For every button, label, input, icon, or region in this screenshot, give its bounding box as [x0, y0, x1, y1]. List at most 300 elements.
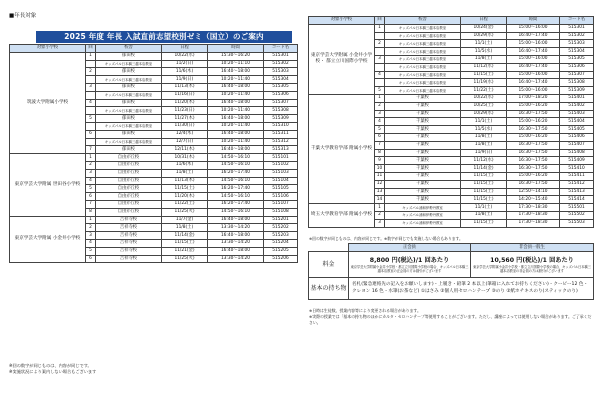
- session-date: 11/5(水): [461, 48, 507, 56]
- session-number: 1: [86, 154, 96, 162]
- session-time: 16:30〜17:50: [507, 149, 560, 157]
- session-time: 14:50〜16:10: [208, 193, 264, 201]
- session-number: 1: [86, 216, 96, 224]
- course-code: 515302: [560, 32, 594, 40]
- session-time: 10:20〜11:40: [208, 76, 264, 84]
- session-date: 11/30(日): [162, 122, 208, 130]
- session-date: 11/22(土): [162, 200, 208, 208]
- session-time: 13:30〜14:20: [208, 239, 264, 247]
- session-date: 12/7(日): [162, 138, 208, 146]
- course-code: 515310: [264, 122, 298, 130]
- course-code: 515204: [264, 239, 298, 247]
- session-time: 16:40〜18:00: [208, 216, 264, 224]
- session-time: 17:00〜18:20: [507, 94, 560, 102]
- left-schedule-table: [9, 44, 298, 263]
- session-number: 11: [375, 172, 385, 180]
- col-code: コード名: [264, 45, 298, 53]
- session-time: 13:30〜14:20: [208, 255, 264, 263]
- session-date: 11/20(木): [162, 193, 208, 201]
- session-time: 16:40〜18:00: [208, 99, 264, 107]
- session-time: 15:00〜16:20: [507, 118, 560, 126]
- session-number: 7: [86, 146, 96, 154]
- left-note-2: ※実施状況により案内しない場合もございます: [9, 369, 97, 374]
- session-time: 10:20〜11:40: [208, 122, 264, 130]
- session-number: 4: [86, 239, 96, 247]
- nonmember-column-header: 非会員一般生: [471, 244, 594, 252]
- venue-name: 千葉校: [385, 157, 461, 165]
- session-date: 11/15(土): [461, 196, 507, 204]
- session-date: 11/14(金): [162, 232, 208, 240]
- venue-name: 自由が丘校: [96, 169, 162, 177]
- course-code: 515307: [560, 71, 594, 79]
- session-date: 11/12(水): [461, 157, 507, 165]
- session-time: 15:00〜16:20: [507, 102, 560, 110]
- col-venue: 校舎: [385, 17, 461, 25]
- session-number: [86, 76, 96, 84]
- venue-name: キッズパル日本橋三越本店教室: [385, 24, 461, 32]
- session-time: 17:30〜18:30: [507, 204, 560, 212]
- schedule-row: [309, 24, 594, 32]
- session-time: 14:20〜15:40: [507, 196, 560, 204]
- course-code: 515102: [264, 161, 298, 169]
- session-number: 2: [375, 40, 385, 48]
- session-date: 11/14(金): [461, 165, 507, 173]
- venue-name: 千葉校: [385, 118, 461, 126]
- nonmember-fee-cell: [471, 252, 594, 278]
- session-time: 16:40〜18:00: [208, 115, 264, 123]
- course-code: 515405: [560, 126, 594, 134]
- info-table: [308, 243, 594, 300]
- right-header-row: [309, 17, 594, 25]
- session-date: 11/8(土): [461, 141, 507, 149]
- session-time: 10:20〜11:40: [208, 107, 264, 115]
- session-time: 14:50〜16:10: [208, 208, 264, 216]
- session-number: [375, 32, 385, 40]
- col-time: 時間: [507, 17, 560, 25]
- session-date: 11/9(日): [162, 76, 208, 84]
- venue-name: 郁田校: [96, 99, 162, 107]
- fee-label: 料金: [309, 252, 349, 278]
- course-code: 515414: [560, 196, 594, 204]
- session-date: 11/13(木): [162, 177, 208, 185]
- session-time: 15:30〜16:20: [208, 52, 264, 60]
- course-code: 515205: [264, 247, 298, 255]
- session-time: 12:50〜14:10: [507, 188, 560, 196]
- info-notes: [309, 308, 593, 326]
- col-school: 対象小学校: [309, 17, 375, 25]
- session-number: 2: [375, 102, 385, 110]
- session-time: 16:30〜17:50: [507, 110, 560, 118]
- course-code: 515309: [560, 87, 594, 95]
- info-header-row: [309, 244, 594, 252]
- session-time: 16:40〜18:00: [208, 232, 264, 240]
- session-time: 16:40〜18:00: [208, 68, 264, 76]
- session-number: 5: [375, 126, 385, 134]
- session-time: 16:40〜17:40: [507, 79, 560, 87]
- course-code: 515107: [264, 200, 298, 208]
- session-number: 14: [375, 196, 385, 204]
- right-note: ※回の数字が同じものは、内容が同じです。※数字が同じでも実施しない場合もあります。: [309, 236, 463, 241]
- session-number: 2: [86, 224, 96, 232]
- session-number: [375, 48, 385, 56]
- session-number: 3: [86, 232, 96, 240]
- venue-name: キッズパル日本橋三越本店教室: [385, 71, 461, 79]
- school-name: 筑波大学附属小学校: [10, 52, 86, 153]
- col-time: 時間: [208, 45, 264, 53]
- course-code: 515308: [264, 107, 298, 115]
- course-code: 515303: [264, 68, 298, 76]
- col-date: 日程: [461, 17, 507, 25]
- venue-name: キッズパル日本橋三越本店教室: [385, 63, 461, 71]
- venue-name: 千葉校: [385, 196, 461, 204]
- session-number: 6: [86, 255, 96, 263]
- venue-name: キッズパル日本橋三越本店教室: [385, 48, 461, 56]
- session-date: 11/12(水): [461, 63, 507, 71]
- col-sec: 回: [86, 45, 96, 53]
- course-code: 515311: [264, 130, 298, 138]
- session-date: 11/8(土): [461, 55, 507, 63]
- session-date: 11/19(水): [461, 79, 507, 87]
- session-time: 10:20〜11:40: [208, 91, 264, 99]
- session-time: 15:00〜16:00: [507, 24, 560, 32]
- session-number: 13: [375, 188, 385, 196]
- school-name: 埼玉大学教育学部 附属小学校: [309, 204, 375, 227]
- session-date: 11/15(土): [461, 188, 507, 196]
- session-time: 15:00〜16:00: [507, 71, 560, 79]
- session-number: 5: [86, 115, 96, 123]
- fee-row: [309, 252, 594, 278]
- venue-name: 千葉校: [385, 102, 461, 110]
- session-time: 15:00〜16:20: [507, 172, 560, 180]
- items-text: 名札(緊急連絡先の記入をお願いします)・上履き・鉛筆 2 本以上(筆箱に入れてお持ちください)・クーピー12 色・クレヨン 16 色・水筆(お茶など) ①はさみ ②個人用セロハンテープ ③のり ②紙ホチキスのり(スティックのり): [349, 278, 594, 300]
- venue-name: 自由が丘校: [96, 193, 162, 201]
- session-date: 11/2(日): [162, 60, 208, 68]
- course-code: 515202: [264, 224, 298, 232]
- session-time: 13:30〜14:20: [208, 224, 264, 232]
- session-number: [86, 122, 96, 130]
- session-number: [86, 91, 96, 99]
- session-date: 11/5(水): [461, 126, 507, 134]
- session-date: 11/1(土): [461, 118, 507, 126]
- col-school: 対象小学校: [10, 45, 86, 53]
- session-date: 11/7(金): [162, 216, 208, 224]
- items-row: [309, 278, 594, 300]
- venue-name: 自由が丘校: [96, 177, 162, 185]
- course-code: 515407: [560, 141, 594, 149]
- session-number: 5: [375, 87, 385, 95]
- session-date: 11/15(土): [461, 219, 507, 227]
- session-number: 5: [86, 185, 96, 193]
- course-code: 515501: [560, 204, 594, 212]
- session-number: 10: [375, 165, 385, 173]
- session-number: 9: [375, 157, 385, 165]
- venue-name: 千葉校: [385, 126, 461, 134]
- session-time: 16:30〜17:50: [507, 141, 560, 149]
- course-code: 515413: [560, 188, 594, 196]
- nonmember-price: 10,560 円(税込)/1 回あたり: [490, 256, 574, 264]
- venue-name: キッズパル日本橋三越本店教室: [96, 91, 162, 99]
- session-time: 15:00〜16:20: [507, 133, 560, 141]
- session-time: 16:40〜17:40: [507, 63, 560, 71]
- member-note: 東京学芸大学附属小金井小学校・都立立川国際小学校の場合、キッズパル日本橋三越本店教室の正会員の方は割引がございます: [350, 264, 469, 273]
- course-code: 515308: [560, 79, 594, 87]
- session-number: 3: [86, 83, 96, 91]
- session-date: 11/23(日): [162, 107, 208, 115]
- course-code: 515503: [560, 219, 594, 227]
- left-note-1: ※回の数字が同じものは、内容が同じです。: [9, 363, 92, 368]
- session-date: 11/15(土): [461, 180, 507, 188]
- session-time: 16:40〜18:00: [208, 130, 264, 138]
- course-code: 515105: [264, 185, 298, 193]
- schedule-row: [10, 52, 298, 60]
- session-date: 11/9(日): [461, 149, 507, 157]
- session-number: 5: [86, 247, 96, 255]
- session-number: 4: [375, 118, 385, 126]
- course-code: 515104: [264, 177, 298, 185]
- col-venue: 校舎: [96, 45, 162, 53]
- venue-name: キッズパル日本橋三越本店教室: [385, 79, 461, 87]
- venue-name: 郁田校: [96, 146, 162, 154]
- course-code: 515411: [560, 172, 594, 180]
- course-code: 515303: [560, 40, 594, 48]
- session-time: 17:30〜18:30: [507, 219, 560, 227]
- session-time: 16:30〜17:50: [507, 180, 560, 188]
- schedule-row: [10, 216, 298, 224]
- session-number: 7: [86, 200, 96, 208]
- session-number: 12: [375, 180, 385, 188]
- course-code: 515305: [264, 83, 298, 91]
- course-code: 515108: [264, 208, 298, 216]
- venue-name: 郁田校: [96, 130, 162, 138]
- session-number: 1: [86, 52, 96, 60]
- course-code: 515403: [560, 110, 594, 118]
- items-label: 基本の持ち物: [309, 278, 349, 300]
- venue-name: 自由が丘校: [96, 200, 162, 208]
- session-time: 16:40〜18:00: [208, 146, 264, 154]
- school-name: 東京学芸大学附属 小金井小学校: [10, 216, 86, 263]
- session-date: 11/8(土): [162, 169, 208, 177]
- session-date: 11/8(土): [162, 224, 208, 232]
- venue-name: 千葉校: [385, 165, 461, 173]
- venue-name: 千葉校: [385, 149, 461, 157]
- session-number: 6: [86, 130, 96, 138]
- venue-name: 吉祥寺校: [96, 239, 162, 247]
- school-name: 千葉大学教育学部 附属小学校: [309, 94, 375, 203]
- venue-name: キッズパル日本橋三越本店教室: [385, 32, 461, 40]
- venue-name: キッズパル日本橋三越本店教室: [385, 55, 461, 63]
- venue-name: キッズパル浦和伊勢丹教室: [385, 219, 461, 227]
- session-time: 16:40〜18:00: [208, 83, 264, 91]
- venue-name: 自由が丘校: [96, 154, 162, 162]
- session-number: 4: [375, 71, 385, 79]
- session-date: 12/11(木): [162, 146, 208, 154]
- session-number: [86, 60, 96, 68]
- session-date: 10/25(土): [461, 102, 507, 110]
- course-code: 515301: [560, 24, 594, 32]
- venue-name: キッズパル日本橋三越本店教室: [96, 60, 162, 68]
- venue-name: 千葉校: [385, 133, 461, 141]
- course-code: 515312: [264, 138, 298, 146]
- course-code: 515502: [560, 211, 594, 219]
- session-date: 11/16(日): [162, 91, 208, 99]
- course-code: 515404: [560, 118, 594, 126]
- session-time: 14:50〜16:10: [208, 177, 264, 185]
- course-code: 515409: [560, 157, 594, 165]
- course-code: 515412: [560, 180, 594, 188]
- session-date: 12/4(木): [162, 130, 208, 138]
- page-title: 2025 年度 年長 入試直前志望校別ゼミ（国立）のご案内: [36, 31, 292, 43]
- venue-name: キッズパル日本橋三越本店教室: [96, 107, 162, 115]
- venue-name: 千葉校: [385, 180, 461, 188]
- member-fee-cell: [349, 252, 471, 278]
- session-time: 14:50〜16:10: [208, 161, 264, 169]
- schedule-row: [309, 94, 594, 102]
- session-number: [86, 107, 96, 115]
- session-time: 16:30〜17:50: [507, 157, 560, 165]
- session-number: 6: [86, 193, 96, 201]
- session-number: 1: [375, 94, 385, 102]
- venue-name: キッズパル浦和伊勢丹教室: [385, 211, 461, 219]
- course-code: 515203: [264, 232, 298, 240]
- course-code: 515101: [264, 154, 298, 162]
- session-date: 11/15(土): [162, 239, 208, 247]
- course-code: 515306: [560, 63, 594, 71]
- school-name: 東京学芸大学附属 小金井小学校・ 都立立川国際小学校: [309, 24, 375, 94]
- info-note-1: ※日時は生徒数、授業内容等により変更される場合があります。: [309, 308, 421, 313]
- venue-name: 郁田校: [96, 52, 162, 60]
- venue-name: 千葉校: [385, 94, 461, 102]
- venue-name: 千葉校: [385, 110, 461, 118]
- session-time: 17:30〜18:30: [507, 211, 560, 219]
- course-code: 515304: [264, 76, 298, 84]
- session-number: 2: [86, 161, 96, 169]
- course-code: 515402: [560, 102, 594, 110]
- venue-name: キッズパル日本橋三越本店教室: [385, 40, 461, 48]
- session-date: 11/8(土): [461, 211, 507, 219]
- venue-name: キッズパル日本橋三越本店教室: [385, 87, 461, 95]
- venue-name: 千葉校: [385, 188, 461, 196]
- venue-name: キッズパル日本橋三越本店教室: [96, 76, 162, 84]
- session-number: [375, 63, 385, 71]
- member-column-header: 正会員: [349, 244, 471, 252]
- session-date: 10/31(木): [162, 154, 208, 162]
- venue-name: 吉祥寺校: [96, 255, 162, 263]
- course-code: 515201: [264, 216, 298, 224]
- venue-name: 千葉校: [385, 172, 461, 180]
- session-date: 11/15(土): [162, 185, 208, 193]
- session-date: 11/1(土): [461, 204, 507, 212]
- session-time: 16:20〜17:40: [208, 200, 264, 208]
- left-notes: [9, 363, 96, 375]
- session-number: 3: [375, 219, 385, 227]
- course-code: 515106: [264, 193, 298, 201]
- session-time: 16:30〜17:50: [507, 126, 560, 134]
- session-date: 11/25(火): [162, 255, 208, 263]
- session-date: 11/22(土): [461, 87, 507, 95]
- session-number: 3: [375, 55, 385, 63]
- session-time: 16:40〜17:40: [507, 48, 560, 56]
- course-code: 515305: [560, 55, 594, 63]
- session-time: 10:20〜11:40: [208, 138, 264, 146]
- session-date: 11/8(土): [461, 133, 507, 141]
- session-number: 1: [375, 204, 385, 212]
- venue-name: キッズパル日本橋三越本店教室: [96, 122, 162, 130]
- session-number: [375, 79, 385, 87]
- col-sec: 回: [375, 17, 385, 25]
- session-number: 8: [375, 149, 385, 157]
- course-code: 515313: [264, 146, 298, 154]
- session-time: 16:40〜17:40: [507, 32, 560, 40]
- session-number: 4: [86, 177, 96, 185]
- session-time: 10:20〜11:10: [208, 60, 264, 68]
- session-time: 16:30〜17:50: [507, 165, 560, 173]
- schedule-row: [309, 204, 594, 212]
- session-time: 15:00〜16:00: [507, 55, 560, 63]
- session-time: 14:50〜16:10: [208, 154, 264, 162]
- session-number: 4: [86, 99, 96, 107]
- venue-name: 郁田校: [96, 68, 162, 76]
- left-header-row: [10, 45, 298, 53]
- session-number: [86, 138, 96, 146]
- session-time: 15:00〜16:00: [507, 87, 560, 95]
- session-number: 1: [375, 24, 385, 32]
- session-number: 7: [375, 141, 385, 149]
- venue-name: 吉祥寺校: [96, 232, 162, 240]
- session-date: 11/15(土): [461, 172, 507, 180]
- venue-name: キッズパル日本橋三越本店教室: [96, 138, 162, 146]
- course-code: 515103: [264, 169, 298, 177]
- course-code: 515406: [560, 133, 594, 141]
- course-code: 515309: [264, 115, 298, 123]
- session-time: 16:20〜17:40: [208, 185, 264, 193]
- venue-name: 吉祥寺校: [96, 216, 162, 224]
- venue-name: 郁田校: [96, 83, 162, 91]
- right-schedule-table: [308, 16, 594, 228]
- venue-name: 郁田校: [96, 115, 162, 123]
- session-date: 10/22(水): [461, 94, 507, 102]
- school-name: 東京学芸大学附属 世田谷小学校: [10, 154, 86, 216]
- venue-name: 自由が丘校: [96, 208, 162, 216]
- schedule-row: [10, 154, 298, 162]
- course-code: 515304: [560, 48, 594, 56]
- session-date: 11/27(木): [162, 115, 208, 123]
- course-code: 515410: [560, 165, 594, 173]
- course-code: 515301: [264, 52, 298, 60]
- course-code: 515401: [560, 94, 594, 102]
- course-code: 515408: [560, 149, 594, 157]
- session-number: 6: [375, 133, 385, 141]
- session-time: 15:00〜16:00: [507, 40, 560, 48]
- session-date: 11/6(木): [162, 161, 208, 169]
- session-date: 11/13(木): [162, 83, 208, 91]
- session-date: 10/29(水): [461, 110, 507, 118]
- venue-name: 吉祥寺校: [96, 224, 162, 232]
- session-number: 8: [86, 208, 96, 216]
- venue-name: 千葉校: [385, 141, 461, 149]
- target-tag: ■年長対象: [9, 13, 37, 19]
- nonmember-note: 東京学芸大学附属小金井小学校・都立立川国際小学校の場合、キッズパル日本橋三越本店教室の非会員の方は割引がございます: [473, 264, 591, 273]
- session-number: 2: [375, 211, 385, 219]
- venue-name: キッズパル浦和伊勢丹教室: [385, 204, 461, 212]
- session-date: 11/6(木): [162, 68, 208, 76]
- session-date: 10/29(水): [461, 32, 507, 40]
- session-date: 11/1(土): [461, 40, 507, 48]
- session-date: 11/21(金): [162, 247, 208, 255]
- info-note-2: ※実際の授業では「基本の持ち物のほかにカルタ・セロハンテープ等使用することがございます。ただし、講座によっては使用しない場合があります。ご了承ください。: [309, 314, 592, 325]
- col-code: コード名: [560, 17, 594, 25]
- venue-name: 吉祥寺校: [96, 247, 162, 255]
- member-price: 8,800 円(税込)/1 回あたり: [369, 256, 450, 264]
